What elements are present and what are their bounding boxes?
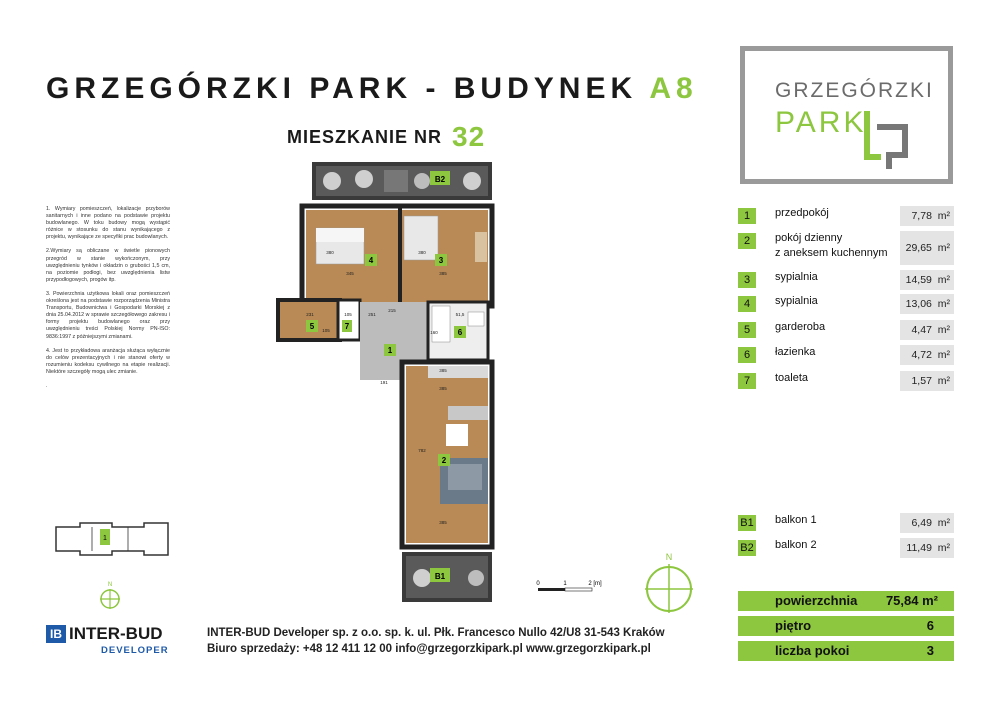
tag-5: 5 (309, 322, 315, 331)
dim: 105 (322, 328, 330, 333)
compass-small-icon (95, 580, 125, 610)
dim: 191 (380, 380, 388, 385)
dim: 105 (344, 312, 352, 317)
dim: 51,5 (455, 312, 465, 317)
logo-line1: GRZEGÓRZKI (775, 79, 934, 102)
summary-area (738, 591, 954, 611)
room-row (738, 320, 954, 340)
dim: 380 (326, 250, 334, 255)
room-row (738, 294, 954, 314)
rooms-value: 3 (926, 643, 934, 658)
room-name: sypialnia (775, 295, 818, 307)
balcony-name: balkon 1 (775, 514, 817, 526)
key-plan-marker-label: 1 (103, 535, 107, 542)
compass-icon (642, 552, 696, 614)
logo-line2: PARK (775, 106, 867, 139)
balcony-area: 11,49 m² (900, 538, 954, 558)
title-main: GRZEGÓRZKI PARK - BUDYNEK (46, 72, 638, 105)
building-key-plan (52, 521, 172, 559)
tag-7: 7 (344, 322, 350, 331)
tag-1: 1 (387, 346, 393, 355)
room-row (738, 345, 954, 365)
room-name: toaleta (775, 372, 809, 384)
room-number: 4 (738, 296, 756, 312)
room-area: 4,72 m² (900, 345, 954, 365)
scale-label-2: 2 [m] (588, 581, 602, 587)
building-code: A8 (649, 72, 698, 105)
note-5: . (46, 382, 48, 389)
floor-value: 6 (926, 618, 934, 633)
dim: 345 (346, 271, 354, 276)
scale-label-0: 0 (536, 581, 540, 587)
tag-6: 6 (457, 328, 463, 337)
note-4: 4. Jest to przykładowa aranżacja służąca wyłącznie do celów prezentacyjnych i nie stanowi oferty w rozumieniu kodeksu cywilnego na etapie realizacji. Niektóre szczegóły mogą ulec zmianie. (46, 347, 170, 375)
room-number: 6 (738, 347, 756, 363)
room-number: 5 (738, 322, 756, 338)
notes (46, 206, 170, 397)
ib-logo-sub: DEVELOPER (101, 645, 169, 656)
dim: 160 (430, 330, 438, 335)
dim: 380 (418, 250, 426, 255)
room-area: 7,78 m² (900, 206, 954, 226)
floor-label: piętro (775, 618, 812, 633)
room-row (738, 231, 954, 265)
ib-logo-box: IB (46, 625, 66, 643)
dim: 385 (439, 271, 447, 276)
dim: 385 (439, 520, 447, 525)
b1-tag: B1 (434, 572, 446, 581)
apartment-number: 32 (452, 121, 486, 152)
room-name: łazienka (775, 346, 816, 358)
b2-tag: B2 (434, 175, 446, 184)
grzegorzki-park-logo (740, 46, 953, 184)
compass-small-n: N (107, 582, 113, 588)
room-name: pokój dzienny z aneksem kuchennym (775, 232, 888, 259)
dim: 231 (306, 312, 314, 317)
apartment-label: MIESZKANIE NR (287, 127, 443, 147)
room-area: 1,57 m² (900, 371, 954, 391)
ib-logo-name: INTER-BUD (69, 624, 163, 643)
dim: 385 (439, 386, 447, 391)
tag-2: 2 (441, 456, 447, 465)
balcony-area: 6,49 m² (900, 513, 954, 533)
area-value: 75,84 m² (885, 593, 938, 608)
balcony-row (738, 513, 954, 533)
apartment-heading (287, 118, 485, 150)
room-row (738, 371, 954, 391)
inter-bud-logo (46, 624, 169, 656)
scale-bar (535, 578, 605, 598)
room-row (738, 270, 954, 290)
compass-n: N (665, 552, 673, 562)
rooms-label: liczba pokoi (775, 643, 850, 658)
balcony-row (738, 538, 954, 558)
dim: 251 (368, 312, 376, 317)
tag-4: 4 (368, 256, 374, 265)
summary-rooms (738, 641, 954, 661)
balcony-number: B2 (738, 540, 756, 556)
sales-contact: Biuro sprzedaży: +48 12 411 12 00 info@grzegorzkipark.pl www.grzegorzkipark.pl (207, 643, 651, 655)
area-label: powierzchnia (775, 593, 858, 608)
dim: 385 (439, 368, 447, 373)
balcony-name: balkon 2 (775, 539, 817, 551)
tag-3: 3 (438, 256, 444, 265)
room-area: 14,59 m² (900, 270, 954, 290)
room-number: 7 (738, 373, 756, 389)
room-area: 13,06 m² (900, 294, 954, 314)
room-name: garderoba (775, 321, 826, 333)
room-number: 1 (738, 208, 756, 224)
balcony-number: B1 (738, 515, 756, 531)
dim: 782 (418, 448, 426, 453)
room-number: 2 (738, 233, 756, 249)
room-area: 29,65 m² (900, 231, 954, 265)
summary-floor (738, 616, 954, 636)
room-number: 3 (738, 272, 756, 288)
room-area: 4,47 m² (900, 320, 954, 340)
room-name: przedpokój (775, 207, 829, 219)
page-title (46, 72, 698, 106)
note-3: 3. Powierzchnia użytkowa lokali oraz pomieszczeń określona jest na podstawie rozporządzenia Ministra Transportu, Budownictwa i Gospodarki Morskiej z dnia 25.04.2012 w sprawie szczegółowego zakresu i formy projektu budowlanego oraz przy uwzględnieniu treści Polskiej Normy PN-ISO: 9836:1997 z późniejszymi zmianami. (46, 290, 170, 340)
logo-mark-icon (863, 107, 923, 171)
floor-plan (272, 162, 502, 607)
scale-label-1: 1 (563, 581, 567, 587)
dim: 215 (388, 308, 396, 313)
note-2: 2.Wymiary są obliczane w świetle pionowych przegród w stanie wykończonym, przy uwzględnieniu tynków i okładzin o grubości 1,5 cm, na poziomie podłogi, bez uwzględnienia listw przypodłogowych, progów itp. (46, 248, 170, 283)
company-address: INTER-BUD Developer sp. z o.o. sp. k. ul. Płk. Francesco Nullo 42/U8 31-543 Kraków (207, 627, 665, 639)
note-1: 1. Wymiary pomieszczeń, lokalizacje przyborów sanitarnych i inne podano na podstawie projektu budowlanego. W toku budowy mogą wystąpić różnice w stosunku do stanu wynikającego z projektu, wynikające ze specyfiki prac budowlanych. (46, 206, 170, 241)
room-row (738, 206, 954, 226)
room-name: sypialnia (775, 271, 818, 283)
